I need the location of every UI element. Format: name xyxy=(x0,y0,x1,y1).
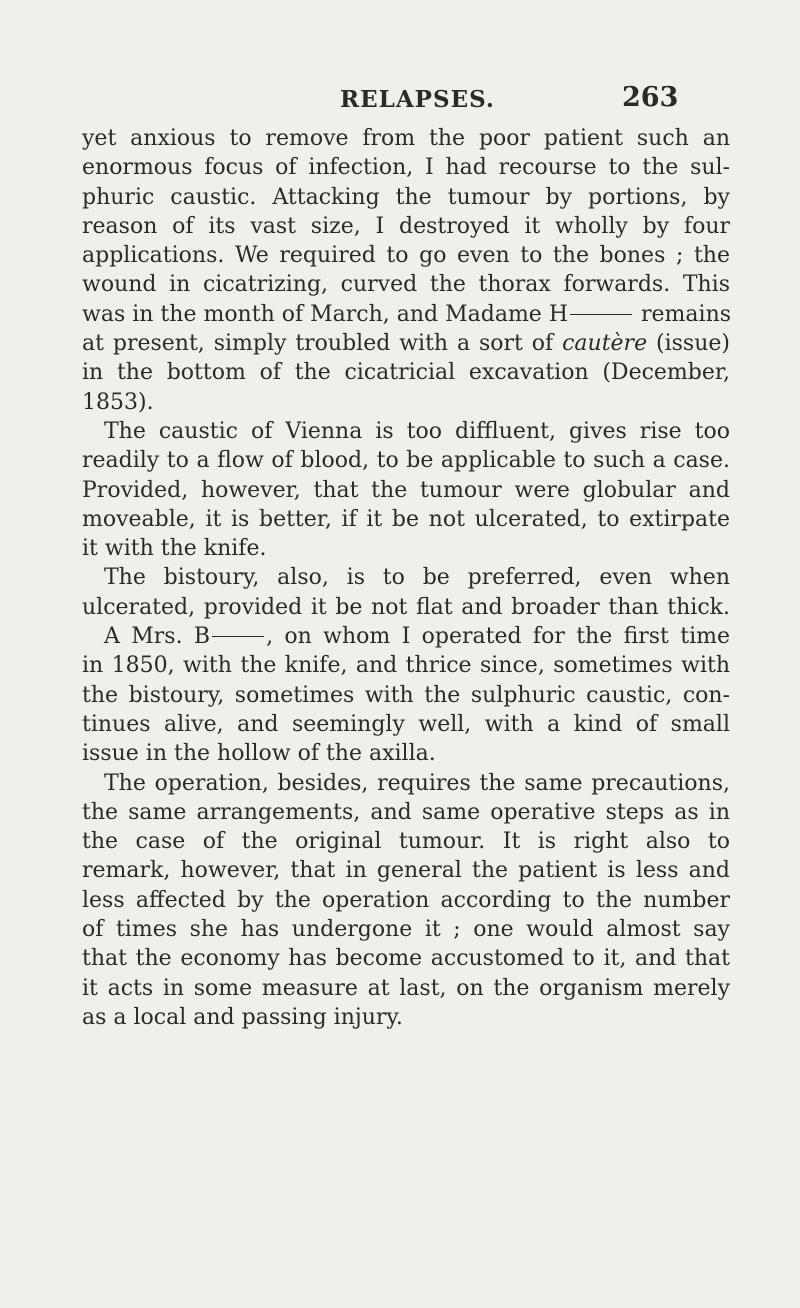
text-line: ulcerated, provided it be not flat and broader than thick. xyxy=(82,594,730,620)
text-line xyxy=(82,300,730,329)
page-number: 263 xyxy=(622,82,679,113)
text-line: tinues alive, and seemingly well, with a kind of small xyxy=(82,711,730,737)
text-line: the same arrangements, and same operative steps as in xyxy=(82,799,730,825)
text-line: of times she has undergone it ; one would almost say xyxy=(82,917,730,943)
text-line: phuric caustic. Attacking the tumour by portions, by xyxy=(82,184,730,210)
text-line: it with the knife. xyxy=(82,536,267,562)
text-line: as a local and passing injury. xyxy=(82,1004,403,1030)
text-line: reason of its vast size, I destroyed it wholly by four xyxy=(82,213,730,239)
name-dash xyxy=(570,314,632,315)
running-title: RELAPSES. xyxy=(340,86,495,113)
name-dash xyxy=(212,636,264,637)
text-fragment: remains xyxy=(641,301,732,327)
text-line: it acts in some measure at last, on the organism merely xyxy=(82,975,730,1001)
text-line: The caustic of Vienna is too diffluent, gives rise too xyxy=(104,418,730,444)
running-head xyxy=(0,82,800,116)
text-line: 1853). xyxy=(82,389,154,415)
text-line: issue in the hollow of the axilla. xyxy=(82,741,436,767)
text-line: remark, however, that in general the patient is less and xyxy=(82,858,730,884)
body-text xyxy=(82,124,730,1032)
text-line: the case of the original tumour. It is right also to xyxy=(82,829,730,855)
text-line: that the economy has become accustomed to it, and that xyxy=(82,946,730,972)
text-line: wound in cicatrizing, curved the thorax forwards. This xyxy=(82,272,730,298)
text-line: yet anxious to remove from the poor patient such an xyxy=(82,126,730,151)
text-fragment: at present, simply troubled with a sort of xyxy=(82,331,554,357)
text-line: the bistoury, sometimes with the sulphuric caustic, con- xyxy=(82,682,730,708)
text-line xyxy=(82,329,730,358)
text-line: Provided, however, that the tumour were globular and xyxy=(82,477,730,503)
text-line: The bistoury, also, is to be preferred, even when xyxy=(104,565,730,591)
text-line: in 1850, with the knife, and thrice since, sometimes with xyxy=(82,653,730,679)
text-line: readily to a flow of blood, to be applicable to such a case. xyxy=(82,448,730,474)
text-line: The operation, besides, requires the same precautions, xyxy=(104,770,730,796)
text-fragment: , on whom I operated for the first time xyxy=(266,624,730,650)
text-line: moveable, it is better, if it be not ulcerated, to extirpate xyxy=(82,506,730,532)
text-fragment: was in the month of March, and Madame H xyxy=(82,301,569,327)
text-line: enormous focus of infection, I had recourse to the sul- xyxy=(82,155,730,181)
text-fragment: (issue) xyxy=(656,331,730,357)
italic-term: cautère xyxy=(562,331,648,357)
text-line: applications. We required to go even to the bones ; the xyxy=(82,243,730,269)
text-line: in the bottom of the cicatricial excavation (December, xyxy=(82,360,730,386)
text-line xyxy=(82,622,730,651)
text-line: less affected by the operation according to the number xyxy=(82,887,730,913)
text-fragment: A Mrs. B xyxy=(104,624,211,650)
